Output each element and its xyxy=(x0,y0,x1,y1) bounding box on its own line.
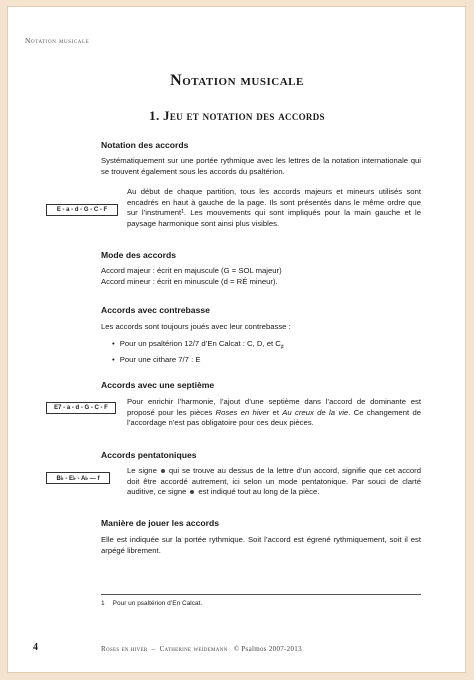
heading-maniere: Manière de jouer les accords xyxy=(101,518,219,528)
contrebasse-intro: Les accords sont toujours joués avec leur contrebasse : xyxy=(101,322,291,331)
footnote-divider xyxy=(101,594,421,595)
chord-box-septieme-text: E7 - a - d - G - C - F xyxy=(54,405,108,411)
contrebasse-list xyxy=(112,338,284,366)
page-number: 4 xyxy=(33,642,38,653)
footnote-number: 1 xyxy=(101,600,105,607)
notation-paragraph-1: Systématiquement sur une portée rythmique avec les lettres de la notation internationale qui se trouvent également sous les accords du psaltérion. xyxy=(101,156,421,176)
section-title: 1. Jeu et notation des accords xyxy=(149,108,325,123)
footer-copyright: © Psalmos 2007-2013 xyxy=(233,645,302,653)
footer-book-title: Roses en hiver xyxy=(101,645,148,653)
footnote xyxy=(101,600,202,607)
heading-pentatoniques: Accords pentatoniques xyxy=(101,450,197,460)
mode-line-1: Accord majeur : écrit en majuscule (G = SOL majeur) xyxy=(101,266,282,275)
heading-notation: Notation des accords xyxy=(101,140,189,150)
title-roses-en-hiver: Roses en hiver xyxy=(215,407,270,417)
footer-author: Catherine weidemann xyxy=(159,645,228,653)
notation-paragraph-2 xyxy=(127,187,421,229)
chord-box-main-text: E - a - d - G - C - F xyxy=(56,207,108,213)
notation-para2-b: . Les mouvements qui sont impliqués pour la main gauche et le paysage harmonique sont ainsi plus visibles. xyxy=(127,208,421,228)
page-title: Notation musicale xyxy=(170,72,304,89)
sharp-sign: ♯ xyxy=(280,344,284,351)
chord-box-septieme xyxy=(46,402,116,414)
heading-contrebasse: Accords avec contrebasse xyxy=(101,305,210,315)
running-head: Notation musicale xyxy=(25,36,90,45)
heading-septieme: Accords avec une septième xyxy=(101,380,215,390)
chord-box-main xyxy=(46,204,118,216)
chord-box-pentatonique xyxy=(46,472,110,484)
pentatonic-sign-icon xyxy=(161,469,165,473)
page-footer: Roses en hiver – Catherine weidemann © Psalmos 2007-2013 xyxy=(101,645,302,653)
heading-mode: Mode des accords xyxy=(101,250,176,260)
title-au-creux-de-la-vie: Au creux de la vie xyxy=(282,407,349,417)
chord-box-pentatonique-text: B♭ - E♭ - A♭ — f xyxy=(56,475,100,482)
mode-line-2: Accord mineur : écrit en minuscule (d = RÉ mineur). xyxy=(101,277,278,286)
footnote-text: Pour un psaltérion d’En Calcat. xyxy=(112,600,203,607)
list-item: • Pour une cithare 7/7 : E xyxy=(112,354,284,366)
septieme-paragraph: Pour enrichir l’harmonie, l’ajout d’une septième dans l’accord de dominante est proposé pour les pièces Roses en hiver et Au creux de la vie. Ce changement de l’accordage n’est pas obligatoire pour ces deux pièces. xyxy=(127,397,422,428)
footnote-ref[interactable]: 1 xyxy=(181,209,184,216)
pentatonic-sign-icon xyxy=(190,490,194,494)
list-item: • Pour un psaltérion 12/7 d’En Calcat : C, D, et $C_♯$ xyxy=(112,338,284,354)
maniere-paragraph: Elle est indiquée sur la portée rythmique. Soit l’accord est égrené rythmiquement, soit il est arpégé librement. xyxy=(101,535,421,555)
notation-para2-a: Au début de chaque partition, tous les accords majeurs et mineurs utilisés sont encadrés en haut à gauche de la page. Ils sont présentés dans le même ordre que sur l’instrument xyxy=(127,187,421,218)
pentatoniques-paragraph: Le signe qui se trouve au dessus de la lettre d’un accord, signifie que cet accord doit être accordé autrement, ici selon un mode pentatonique. Par souci de clarté auditive, ce signe est indiqué tout au long de la pièce. xyxy=(127,466,421,497)
